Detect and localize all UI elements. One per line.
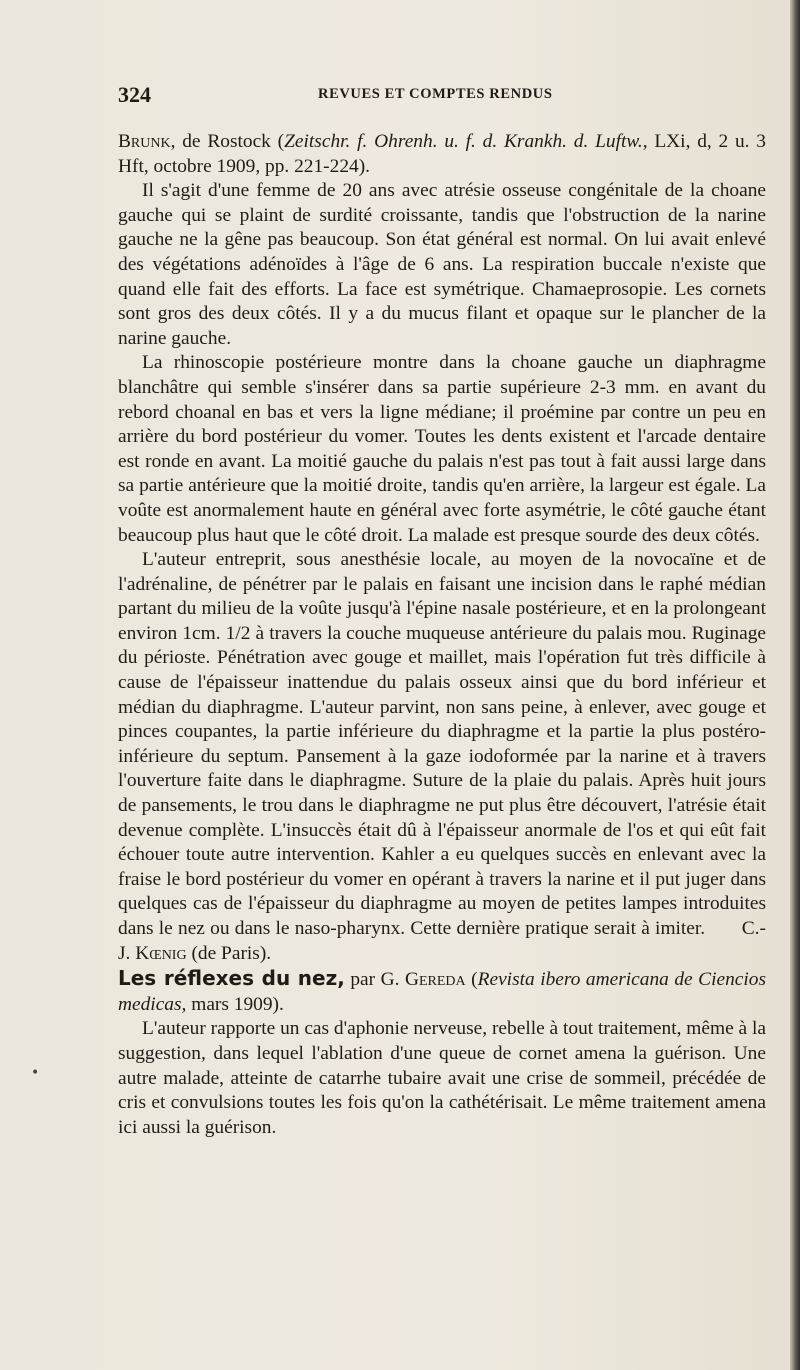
article2-citation-end: mars 1909). — [186, 993, 284, 1015]
article1-signature-place: (de Paris). — [186, 942, 272, 964]
article1-signature-initials: C.-J. — [118, 918, 766, 964]
article1-citation — [118, 130, 766, 179]
article1-paragraph-3 — [118, 548, 766, 966]
article2-by: par G. — [344, 969, 405, 991]
article2-paragraph: L'auteur rapporte un cas d'aphonie nerveuse, rebelle à tout traitement, même à la suggestion, dans lequel l'ablation d'une queue de cornet amena la guérison. Une autre malade, atteinte de catarrhe tubaire avait une crise de sommeil, précédée de cris et convulsions toutes les fois qu'on la cathétérisait. Le même traitement amena ici aussi la guérison. — [118, 1018, 766, 1138]
article1-author: Brunk — [118, 131, 171, 152]
page-number: 324 — [118, 82, 151, 107]
article2-citation-open: ( — [465, 969, 478, 991]
page-header — [118, 82, 778, 112]
article1-citation-mid: , de Rostock ( — [170, 131, 285, 152]
article2-author: Gereda — [404, 969, 466, 991]
page-body — [118, 130, 766, 1140]
article1-journal: Zeitschr. f. Ohrenh. u. f. d. Krankh. d. Luftw. — [284, 131, 643, 152]
page-binding-edge — [790, 0, 800, 1370]
running-head: REVUES ET COMPTES RENDUS — [318, 86, 553, 102]
article1-paragraph-1: Il s'agit d'une femme de 20 ans avec atrésie osseuse congénitale de la choane gauche qui se plaint de surdité croissante, tandis que l'obstruction de la narine gauche ne la gêne pas beaucoup. Son état général est normal. On lui avait enlevé des végétations adénoïdes à l'âge de 6 ans. La respiration buccale n'existe que quand elle fait des efforts. La face est symétrique. Chamaeprosopie. Les cornets sont gros des deux côtés. Il y a du mucus filant et opaque sur le plancher de la narine gauche. — [118, 180, 766, 349]
article2-title: Les réflexes du nez, — [118, 966, 345, 991]
article1-signature-name: Kœnig — [135, 942, 187, 964]
article1-citation-end: , LXi, d, 2 u. 3 Hft, octobre 1909, pp. 221-224). — [118, 131, 767, 177]
article1-paragraph-3-text: L'auteur entreprit, sous anesthésie locale, au moyen de la novocaïne et de l'adrénaline, de pénétrer par le palais en faisant une incision dans le raphé médian partant du milieu de la voûte jusqu'à l'épine nasale postérieure, et en la prolongeant environ 1cm. 1/2 à travers la couche muqueuse antérieure du palais mou. Ruginage du périoste. Pénétration avec gouge et maillet, mais l'opération fut très difficile à cause de l'épaisseur inattendue du palais osseux ainsi que du bord inférieur et médian du diaphragme. L'auteur parvint, non sans peine, à enlever, avec gouge et pinces coupantes, la partie inférieure du diaphragme et la partie la plus postéro-inférieure du septum. Pansement à la gaze iodoformée par la narine et à travers l'ouverture faite dans le diaphragme. Suture de la plaie du palais. Après huit jours de pansements, le trou dans le diaphragme ne put plus être découvert, l'atrésie était devenue complète. L'insuccès était dû à l'épaisseur anormale de l'os et qui eût fait échouer toute autre intervention. Kahler a eu quelques succès en enlevant avec la fraise le bord postérieur du vomer en opérant à travers la narine et il put juger dans quelques cas de l'épaisseur du diaphragme au moyen de petites lampes introduites dans le nez ou dans le naso-pharynx. Cette dernière pratique serait à imiter. — [118, 549, 766, 939]
article2-citation — [118, 966, 766, 1017]
article1-paragraph-2: La rhinoscopie postérieure montre dans la choane gauche un diaphragme blanchâtre qui semble s'insérer dans sa partie supérieure 2-3 mm. en avant du rebord choanal en bas et vers la ligne médiane; il proémine par contre un peu en arrière du bord postérieur du vomer. Toutes les dents existent et l'arcade dentaire est ronde en avant. La moitié gauche du palais n'est pas tout à fait aussi large dans sa partie antérieure que la moitié droite, tandis qu'en arrière, la largeur est égale. La voûte est anormalement haute en général avec forte asymétrie, le côté gauche étant beaucoup plus haut que le côté droit. La malade est presque sourde des deux côtés. — [118, 352, 766, 546]
margin-mark: • — [31, 1065, 40, 1081]
article2-journal: Revista ibero americana de Ciencios medicas, — [118, 969, 767, 1015]
